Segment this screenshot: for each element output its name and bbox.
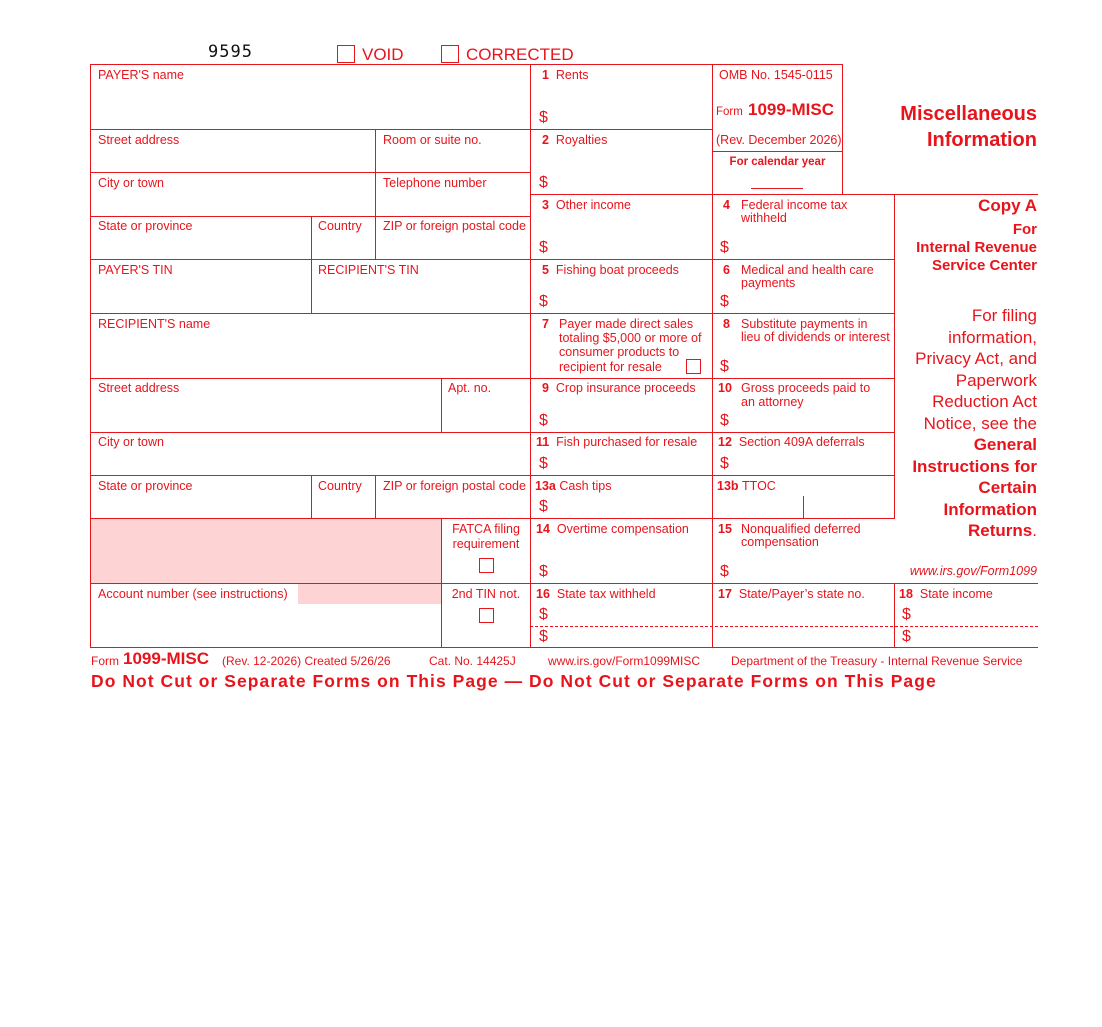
payer-phone-label: Telephone number <box>383 176 487 190</box>
box3-label <box>542 198 631 212</box>
payer-country-label: Country <box>318 219 362 233</box>
form-title-line2: Information <box>927 129 1037 151</box>
box11-number: 11 <box>536 435 550 449</box>
line-rec-street <box>90 432 531 433</box>
box8-text-line1: Substitute payments in <box>741 317 868 331</box>
divider-payer-country <box>311 216 312 313</box>
copy-returns-period: . <box>1032 521 1037 540</box>
line-payer-name <box>90 129 713 130</box>
copy-for-label: For <box>1012 221 1037 238</box>
box9-label <box>542 381 696 395</box>
account-number-label: Account number (see instructions) <box>98 587 288 601</box>
void-label: VOID <box>362 45 404 64</box>
footer-department: Department of the Treasury - Internal Revenue Service <box>731 654 1023 668</box>
form-bottom-border <box>90 647 1038 648</box>
line-box16-dashed <box>530 626 1038 627</box>
copy-info-line4: Paperwork <box>955 371 1037 390</box>
box15-dollar: $ <box>720 563 729 580</box>
box4-text-line1: Federal income tax <box>741 198 848 212</box>
box17-text: State/Payer’s state no. <box>738 587 865 601</box>
line-box7 <box>530 313 895 314</box>
box12-dollar: $ <box>720 455 729 472</box>
omb-form-word: Form <box>716 106 743 118</box>
divider-copy-col <box>894 194 895 518</box>
box18-label <box>899 587 993 601</box>
box13a-label <box>535 479 611 493</box>
recipient-street-label: Street address <box>98 381 180 395</box>
box1-number: 1 <box>542 68 549 82</box>
box8-dollar: $ <box>720 358 729 375</box>
line-box11 <box>530 432 895 433</box>
recipient-apt-label: Apt. no. <box>448 381 492 395</box>
line-account <box>90 583 531 584</box>
line-payer-street <box>90 172 531 173</box>
line-box14 <box>530 518 895 519</box>
footer-cat-no: Cat. No. 14425J <box>429 654 516 668</box>
box2-number: 2 <box>542 133 549 147</box>
box1-text: Rents <box>555 68 589 82</box>
box13b-label <box>717 479 776 493</box>
line-rec-state <box>90 518 531 519</box>
recipient-zip-label: ZIP or foreign postal code <box>383 479 526 493</box>
box3-dollar: $ <box>539 239 548 256</box>
omb-form-name: 1099-MISC <box>748 100 834 119</box>
divider-room <box>375 129 376 259</box>
box7-number: 7 <box>542 317 549 331</box>
footer-form-word: Form <box>91 654 119 668</box>
recipient-state-label: State or province <box>98 479 193 493</box>
copy-info-line9: Certain <box>978 478 1037 497</box>
corrected-checkbox[interactable] <box>441 45 459 63</box>
recipient-city-label: City or town <box>98 435 164 449</box>
copy-a-label: Copy A <box>978 196 1037 215</box>
line-box16 <box>530 583 1038 584</box>
box3-text: Other income <box>555 198 631 212</box>
line-rec-city <box>90 475 531 476</box>
year-blank-line <box>751 188 803 189</box>
fatca-label-line1: FATCA filing <box>452 522 520 536</box>
form-left-border <box>90 64 91 648</box>
box11-text: Fish purchased for resale <box>556 435 698 449</box>
box15-text-line1: Nonqualified deferred <box>741 522 861 536</box>
calendar-year-label: For calendar year <box>729 156 826 168</box>
form-title-line1: Miscellaneous <box>900 103 1037 125</box>
second-tin-label: 2nd TIN not. <box>451 587 521 601</box>
void-checkbox[interactable] <box>337 45 355 63</box>
account-shaded-area <box>298 583 441 604</box>
line-rec-name <box>90 378 531 379</box>
copy-info-line7: General <box>973 435 1037 454</box>
box3-number: 3 <box>542 198 549 212</box>
box6-text-line2: payments <box>741 276 796 290</box>
copy-info-line11 <box>896 521 1037 540</box>
payer-name-label: PAYER'S name <box>98 68 184 82</box>
box9-number: 9 <box>542 381 549 395</box>
box13a-text: Cash tips <box>559 479 612 493</box>
box9-dollar: $ <box>539 412 548 429</box>
box10-text-line1: Gross proceeds paid to <box>741 381 871 395</box>
line-payer-city <box>90 216 531 217</box>
box12-number: 12 <box>718 435 732 449</box>
copy-returns-text: Returns <box>968 521 1033 540</box>
recipient-country-label: Country <box>318 479 362 493</box>
box6-number: 6 <box>723 263 730 277</box>
line-omb-rev <box>712 151 843 152</box>
second-tin-checkbox[interactable] <box>479 608 494 623</box>
box18-text: State income <box>919 587 993 601</box>
box5-number: 5 <box>542 263 549 277</box>
box16-text: State tax withheld <box>556 587 656 601</box>
recipient-tin-label: RECIPIENT'S TIN <box>318 263 419 277</box>
box7-text-line4: recipient for resale <box>559 360 662 374</box>
box11-label <box>536 435 697 449</box>
copy-info-line6: Notice, see the <box>923 414 1037 433</box>
copy-info-line3: Privacy Act, and <box>915 349 1037 368</box>
box8-number: 8 <box>723 317 730 331</box>
box18-number: 18 <box>899 587 913 601</box>
box9-text: Crop insurance proceeds <box>555 381 696 395</box>
box16-dollar-1: $ <box>539 606 548 623</box>
footer-form-name: 1099-MISC <box>123 649 209 668</box>
payer-tin-label: PAYER'S TIN <box>98 263 173 277</box>
copy-info-line1: For filing <box>971 306 1037 325</box>
copy-info-line8: Instructions for <box>912 457 1037 476</box>
box12-text: Section 409A deferrals <box>738 435 865 449</box>
corrected-label: CORRECTED <box>466 45 574 64</box>
copy-irs-line1: Internal Revenue <box>916 239 1037 256</box>
box6-text-line1: Medical and health care <box>741 263 874 277</box>
line-payer-state <box>90 259 531 260</box>
line-tins <box>90 313 531 314</box>
box14-dollar: $ <box>539 563 548 580</box>
box15-text-line2: compensation <box>741 535 819 549</box>
box18-dollar-1: $ <box>902 606 911 623</box>
footer-revision: (Rev. 12-2026) Created 5/26/26 <box>222 654 391 668</box>
line-box5 <box>530 259 895 260</box>
fatca-label-line2: requirement <box>452 537 520 551</box>
box7-text-line2: totaling $5,000 or more of <box>559 331 702 345</box>
box7-text-line1: Payer made direct sales <box>559 317 694 331</box>
copy-url[interactable]: www.irs.gov/Form1099 <box>909 564 1037 578</box>
box7-checkbox[interactable] <box>686 359 701 374</box>
box5-text: Fishing boat proceeds <box>555 263 679 277</box>
box14-label <box>536 522 689 536</box>
payer-street-label: Street address <box>98 133 180 147</box>
box2-text: Royalties <box>555 133 608 147</box>
box1-dollar: $ <box>539 109 548 126</box>
box15-number: 15 <box>718 522 732 536</box>
payer-room-label: Room or suite no. <box>383 133 482 147</box>
box13a-number: 13a <box>535 479 556 493</box>
copy-irs-line2: Service Center <box>931 257 1037 274</box>
box16-number: 16 <box>536 587 550 601</box>
divider-13b-inner <box>803 496 804 518</box>
box18-dollar-2: $ <box>902 628 911 645</box>
divider-apt <box>441 378 442 432</box>
divider-rec-zip <box>375 475 376 518</box>
box2-label <box>542 133 607 147</box>
box1-label <box>542 68 589 82</box>
footer-warning: Do Not Cut or Separate Forms on This Page — Do Not Cut or Separate Forms on This Page <box>91 671 937 691</box>
box17-number: 17 <box>718 587 732 601</box>
box16-dollar-2: $ <box>539 628 548 645</box>
box16-label <box>536 587 656 601</box>
divider-omb-right <box>842 64 843 194</box>
box13b-number: 13b <box>717 479 739 493</box>
payer-state-label: State or province <box>98 219 193 233</box>
box10-dollar: $ <box>720 412 729 429</box>
box7-text-line3: consumer products to <box>559 345 680 359</box>
divider-rec-country <box>311 475 312 518</box>
box14-number: 14 <box>536 522 550 536</box>
copy-info-line2: information, <box>948 328 1037 347</box>
box12-label <box>718 435 865 449</box>
box10-number: 10 <box>718 381 732 395</box>
fatca-checkbox[interactable] <box>479 558 494 573</box>
recipient-name-label: RECIPIENT'S name <box>98 317 211 331</box>
box5-label <box>542 263 679 277</box>
divider-copy-col-lower <box>894 583 895 648</box>
line-box3 <box>530 194 1038 195</box>
box11-dollar: $ <box>539 455 548 472</box>
omb-revision: (Rev. December 2026) <box>716 133 842 147</box>
box6-dollar: $ <box>720 293 729 310</box>
box13b-text: TTOC <box>742 479 776 493</box>
box4-dollar: $ <box>720 239 729 256</box>
divider-payer-boxes <box>530 64 531 648</box>
box4-number: 4 <box>723 198 730 212</box>
box8-text-line2: lieu of dividends or interest <box>741 330 890 344</box>
shaded-blank-area <box>91 518 441 583</box>
box5-dollar: $ <box>539 293 548 310</box>
line-box13 <box>530 475 895 476</box>
omb-number: OMB No. 1545-0115 <box>719 68 833 82</box>
box14-text: Overtime compensation <box>556 522 689 536</box>
form-top-border <box>90 64 843 65</box>
payer-zip-label: ZIP or foreign postal code <box>383 219 526 233</box>
copy-info-line10: Information <box>943 500 1037 519</box>
line-box9 <box>530 378 895 379</box>
box17-label <box>718 587 865 601</box>
box2-dollar: $ <box>539 174 548 191</box>
form-code: 9595 <box>208 42 253 62</box>
box4-text-line2: withheld <box>741 211 787 225</box>
box13a-dollar: $ <box>539 498 548 515</box>
copy-info-line5: Reduction Act <box>932 392 1037 411</box>
box10-text-line2: an attorney <box>741 395 804 409</box>
footer-url[interactable]: www.irs.gov/Form1099MISC <box>548 654 701 668</box>
payer-city-label: City or town <box>98 176 164 190</box>
